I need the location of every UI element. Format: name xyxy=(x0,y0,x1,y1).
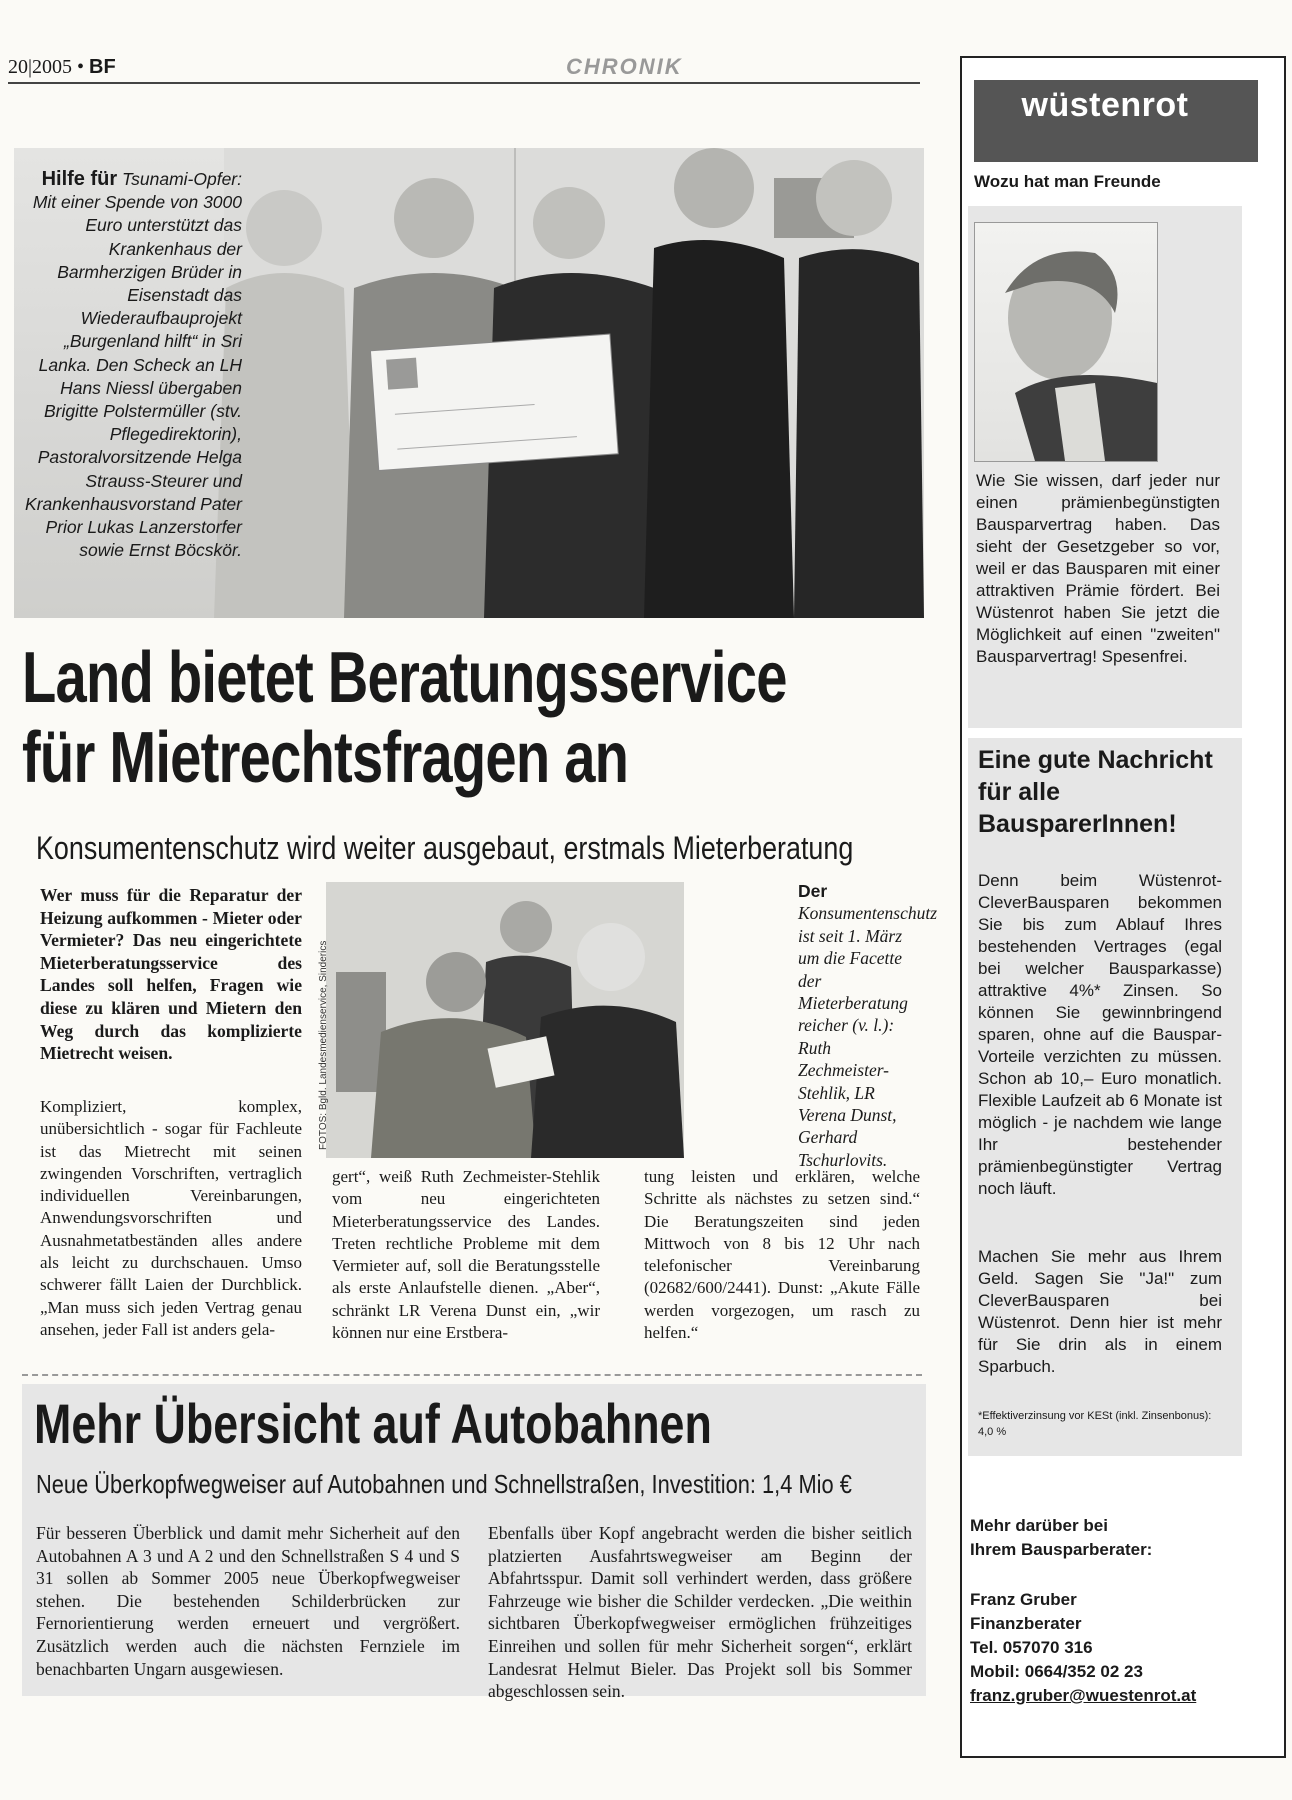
article1-subheadline: Konsumentenschutz wird weiter ausgebaut, erstmals Mieterberatung xyxy=(36,830,854,866)
contact-email-link[interactable]: franz.gruber@wuestenrot.at xyxy=(970,1686,1197,1705)
contact-tel: Tel. 057070 316 xyxy=(970,1638,1093,1657)
article1-lead: Wer muss für die Reparatur der Heizung aufkommen - Mieter oder Vermieter? Das neu eingerichtete Mieterberatungsservice des Landes soll helfen, Fragen wie diese zu klären und Mietern den Weg durch das komplizierte Mietrecht weisen. xyxy=(40,885,302,1064)
header-rule xyxy=(8,82,920,84)
article1-headline-line1: Land bietet Beratungsservice xyxy=(22,638,787,718)
ad-footnote: *Effektiverzinsung vor KESt (inkl. Zinsenbonus): 4,0 % xyxy=(978,1410,1212,1438)
ad-intro-text: Wie Sie wissen, darf jeder nur einen prämienbegünstigten Bausparvertrag haben. Das sieht der Gesetzgeber so vor, weil er das Bausparen mit einer attraktiven Prämie fördert. Bei Wüstenrot haben Sie jetzt die Möglichkeit auf einen "zweiten" Bausparvertrag! Spesenfrei. xyxy=(976,471,1220,666)
photo-credit: FOTOS: Bgld. Landesmedienservice, Sinderics xyxy=(318,940,329,1150)
contact-mobile: Mobil: 0664/352 02 23 xyxy=(970,1662,1143,1681)
section-divider xyxy=(22,1374,922,1376)
article1-column-2: gert“, weiß Ruth Zechmeister-Stehlik vom neu eingerichteten Mieterberatungsservice des Landes. Treten rechtliche Probleme mit dem Vermieter auf, soll die Beratungsstelle als erste Anlaufstelle dienen. „Aber“, schränkt LR Verena Dunst ein, „wir können nur eine Erstbera- xyxy=(332,1167,600,1343)
section-title: CHRONIK xyxy=(566,54,683,79)
article2-subheadline: Neue Überkopfwegweiser auf Autobahnen und Schnellstraßen, Investition: 1,4 Mio € xyxy=(36,1469,852,1499)
article2-headline: Mehr Übersicht auf Autobahnen xyxy=(34,1392,712,1455)
ad-contact-details xyxy=(970,1588,1270,1708)
wuestenrot-logo: wüstenrot xyxy=(974,80,1236,130)
ad-closing-text: Machen Sie mehr aus Ihrem Geld. Sagen Sie "Ja!" zum CleverBausparen bei Wüstenrot. Denn hier ist mehr für Sie drin als in einem Sparbuch. xyxy=(978,1247,1222,1376)
issue-line: 20|2005 • BF xyxy=(8,56,116,78)
photo2-caption-text: Konsumentenschutz ist seit 1. März um die Facette der Mieterberatung reicher (v. l.): Ruth Zechmeister-Stehlik, LR Verena Dunst, Gerhard Tschurlovits. xyxy=(798,903,938,1170)
article2-column-2: Ebenfalls über Kopf angebracht werden die bisher seitlich platzierten Ausfahrtswegweiser am Beginn der Abfahrtsspur. Damit soll verhindert werden, dass größere Fahrzeuge wie bisher die Schilder verdecken. „Die weithin sichtbaren Überkopfwegweiser ermöglichen frühzeitiges Einreihen und sollen für mehr Sicherheit sorgen“, erklärt Landesrat Helmut Bieler. Das Projekt soll bis Sommer abgeschlossen sein. xyxy=(488,1523,912,1702)
article1-headline xyxy=(22,638,958,798)
advisor-portrait xyxy=(974,222,1158,462)
mieterberatung-photo-illustration xyxy=(326,882,684,1158)
photo2-caption-lead: Der xyxy=(798,881,828,901)
ad-headline: Eine gute Nachricht für alle BausparerInnen! xyxy=(978,746,1213,838)
consumer-protection-photo xyxy=(326,882,684,1158)
ad-separator xyxy=(968,728,1242,738)
contact-title: Finanzberater xyxy=(970,1614,1082,1633)
photo2-caption xyxy=(798,880,938,1171)
masthead: BF xyxy=(89,56,116,78)
photo1-caption-lead: Hilfe für xyxy=(41,168,118,190)
photo1-caption-text: Tsunami-Opfer: Mit einer Spende von 3000 Euro unterstützt das Krankenhaus der Barmherzigen Brüder in Eisenstadt das Wiederaufbauprojekt „Burgenland hilft“ in Sri Lanka. Den Scheck an LH Hans Niessl übergaben Brigitte Polstermüller (stv. Pflegedirektorin), Pastoralvorsitzende Helga Strauss-Steurer und Krankenhausvorstand Pater Prior Lukas Lanzerstorfer sowie Ernst Böcskör. xyxy=(25,169,242,561)
portrait-illustration xyxy=(975,223,1157,461)
logo-block-bottom xyxy=(974,130,1258,162)
ad-tagline: Wozu hat man Freunde xyxy=(974,172,1161,191)
ad-contact-intro xyxy=(970,1514,1270,1562)
article1-column-3: tung leisten und erklären, welche Schritte als nächstes zu setzen sind.“ Die Beratungszeiten sind jeden Mittwoch von 8 bis 12 Uhr nach telefonischer Vereinbarung (02682/600/2441). Dunst: „Akute Fälle werden vorgezogen, um rasch zu helfen.“ xyxy=(644,1167,920,1343)
contact-name: Franz Gruber xyxy=(970,1590,1077,1609)
photo1-caption xyxy=(24,168,242,562)
article2-column-1: Für besseren Überblick und damit mehr Sicherheit auf den Autobahnen A 3 und A 2 und den Schnellstraßen S 4 und S 31 sollen ab Sommer 2005 neue Überkopfwegweiser stehen. Die bestehenden Schilderbrücken zur Fernorientierung werden erneuert und vergrößert. Zusätzlich werden auch die nächsten Fernziele im benachbarten Ungarn ausgewiesen. xyxy=(36,1523,460,1679)
cheque-handover-photo xyxy=(14,148,924,618)
article1-column-1: Kompliziert, komplex, unübersichtlich - sogar für Fachleute ist das Mietrecht mit seinen zwingenden Vorschriften, vertraglich individuellen Vereinbarungen, Anwendungsvorschriften und Ausnahmetatbeständen alles andere als leicht zu durchschauen. Umso schwerer fällt Laien der Durchblick. „Man muss sich jeden Vertrag genau ansehen, jeder Fall ist anders gela- xyxy=(40,1097,302,1339)
article1-headline-line2: für Mietrechtsfragen an xyxy=(22,718,629,798)
ad-offer-text: Denn beim Wüstenrot-CleverBausparen bekommen Sie bis zum Ablauf Ihres bestehenden Vertrages (egal bei welcher Bausparkasse) attraktive 4%* Zinsen. So können Sie gewinnbringend sparen, ohne auf die Bauspar-Vorteile verzichten zu müssen. Schon ab 10,– Euro monatlich. Flexible Laufzeit ab 6 Monate ist möglich - je nachdem wie lange Ihr bestehender prämienbegünstigter Vertrag noch läuft. xyxy=(978,871,1222,1198)
contact-intro-line2: Ihrem Bausparberater: xyxy=(970,1540,1153,1559)
issue-number: 20|2005 xyxy=(8,56,73,78)
contact-intro-line1: Mehr darüber bei xyxy=(970,1516,1108,1535)
